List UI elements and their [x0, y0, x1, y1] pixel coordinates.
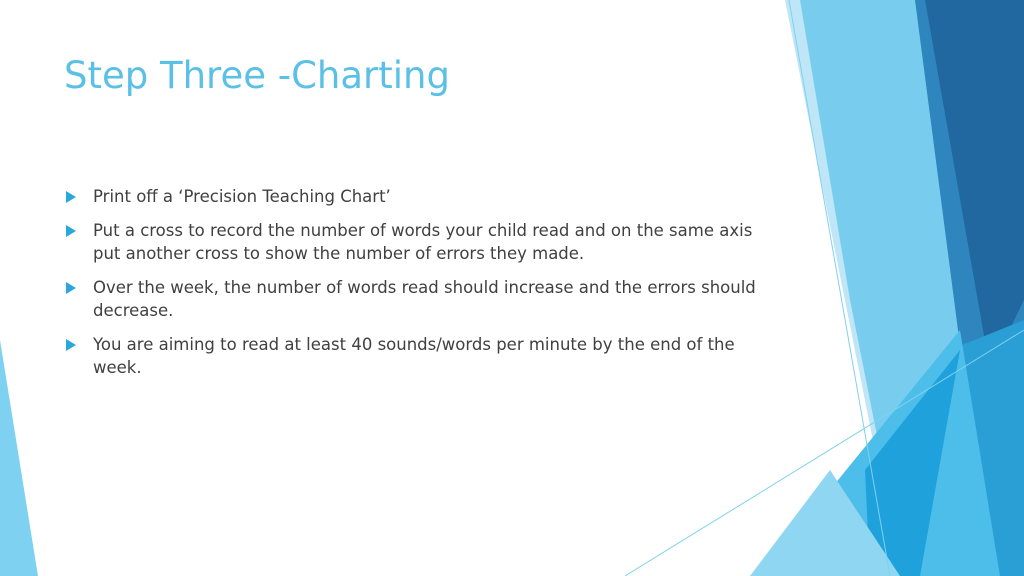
- bullet-arrow-icon: [66, 282, 76, 294]
- bullet-item: [66, 276, 756, 322]
- bullet-item: [66, 219, 756, 265]
- bullet-arrow-icon: [66, 191, 76, 203]
- bullet-item: [66, 185, 756, 208]
- bullet-text: You are aiming to read at least 40 sounds/words per minute by the end of the week.: [93, 335, 735, 377]
- bullet-arrow-icon: [66, 225, 76, 237]
- bullet-text: Over the week, the number of words read should increase and the errors should decrease.: [93, 278, 756, 320]
- left-edge-facet: [0, 340, 38, 576]
- bullet-list: [66, 185, 756, 390]
- slide-title: Step Three -Charting: [64, 54, 450, 97]
- bullet-arrow-icon: [66, 339, 76, 351]
- bullet-text: Print off a ‘Precision Teaching Chart’: [93, 187, 391, 206]
- bullet-item: [66, 333, 756, 379]
- bullet-text: Put a cross to record the number of words your child read and on the same axis put another cross to show the number of errors they made.: [93, 221, 753, 263]
